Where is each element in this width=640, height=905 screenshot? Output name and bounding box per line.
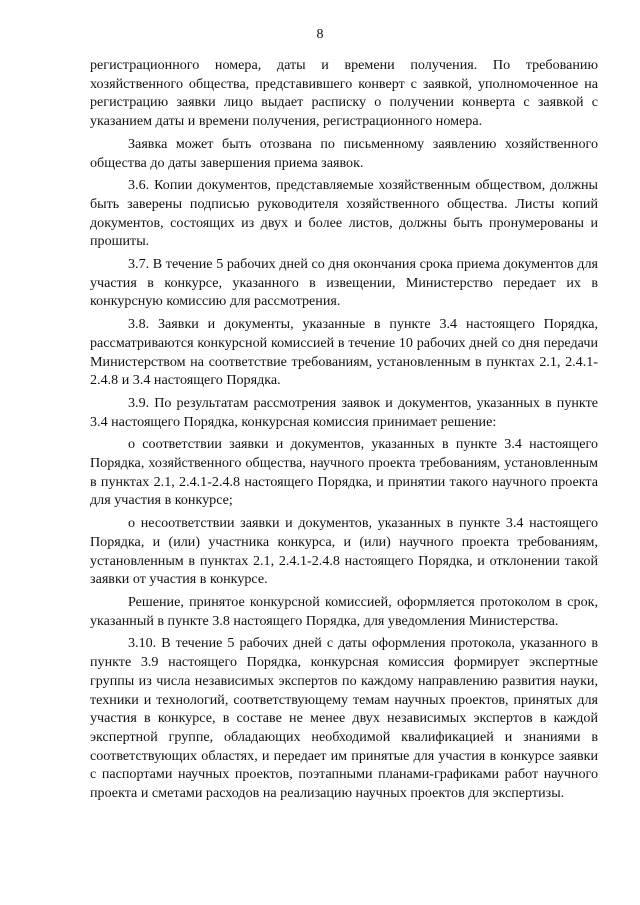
paragraph-3-7: 3.7. В течение 5 рабочих дней со дня окончания срока приема документов для участия в конкурсе, указанного в извещении, Министерство передает их в конкурсную комиссию для рассмотрения. (90, 256, 598, 310)
paragraph-decision-noncompliance: о несоответствии заявки и документов, указанных в пункте 3.4 настоящего Порядка, и (или) участника конкурса, и (или) научного проекта требованиям, установленным в пунктах 2.1, 2.4.1-2.4.8 настоящего Порядка, и отклонении такой заявки от участия в конкурсе. (90, 515, 598, 588)
paragraph-3-6: 3.6. Копии документов, представляемые хозяйственным обществом, должны быть заверены подписью руководителя хозяйственного общества. Листы копий документов, состоящих из двух и более листов, должны быть пронумерованы и прошиты. (90, 177, 598, 250)
page-number: 8 (316, 27, 324, 42)
paragraph-3-8: 3.8. Заявки и документы, указанные в пункте 3.4 настоящего Порядка, рассматриваются конкурсной комиссией в течение 10 рабочих дней со дня передачи Министерством на соответствие требованиям, установленным в пунктах 2.1, 2.4.1-2.4.8 и 3.4 настоящего Порядка. (90, 316, 598, 389)
paragraph-decision-compliance: о соответствии заявки и документов, указанных в пункте 3.4 настоящего Порядка, хозяйственного общества, научного проекта требованиям, установленным в пунктах 2.1, 2.4.1-2.4.8 настоящего Порядка, и принятии такого научного проекта для участия в конкурсе; (90, 436, 598, 509)
paragraph-3-10: 3.10. В течение 5 рабочих дней с даты оформления протокола, указанного в пункте 3.9 настоящего Порядка, конкурсная комиссия формирует экспертные группы из числа независимых экспертов по каждому направлению развития науки, техники и технологий, соответствующему темам научных проектов, принятых для участия в конкурсе, в составе не менее двух независимых экспертов в каждой экспертной группе, обладающих необходимой квалификацией и знаниями в соответствующих областях, и передает им принятые для участия в конкурсе заявки с паспортами научных проектов, поэтапными планами-графиками работ научного проекта и сметами расходов на реализацию научных проектов для экспертизы. (90, 635, 598, 802)
paragraph-withdrawal: Заявка может быть отозвана по письменному заявлению хозяйственного общества до даты завершения приема заявок. (90, 135, 598, 171)
paragraph-3-9: 3.9. По результатам рассмотрения заявок и документов, указанных в пункте 3.4 настоящего Порядка, конкурсная комиссия принимает решение: (90, 394, 598, 430)
document-body (90, 56, 598, 807)
paragraph-protocol: Решение, принятое конкурсной комиссией, оформляется протоколом в срок, указанный в пункте 3.8 настоящего Порядка, для уведомления Министерства. (90, 593, 598, 629)
paragraph-registration: регистрационного номера, даты и времени получения. По требованию хозяйственного общества, представившего конверт с заявкой, уполномоченное на регистрацию заявки лицо выдает расписку о получении конверта с заявкой с указанием даты и времени получения, регистрационного номера. (90, 57, 598, 130)
